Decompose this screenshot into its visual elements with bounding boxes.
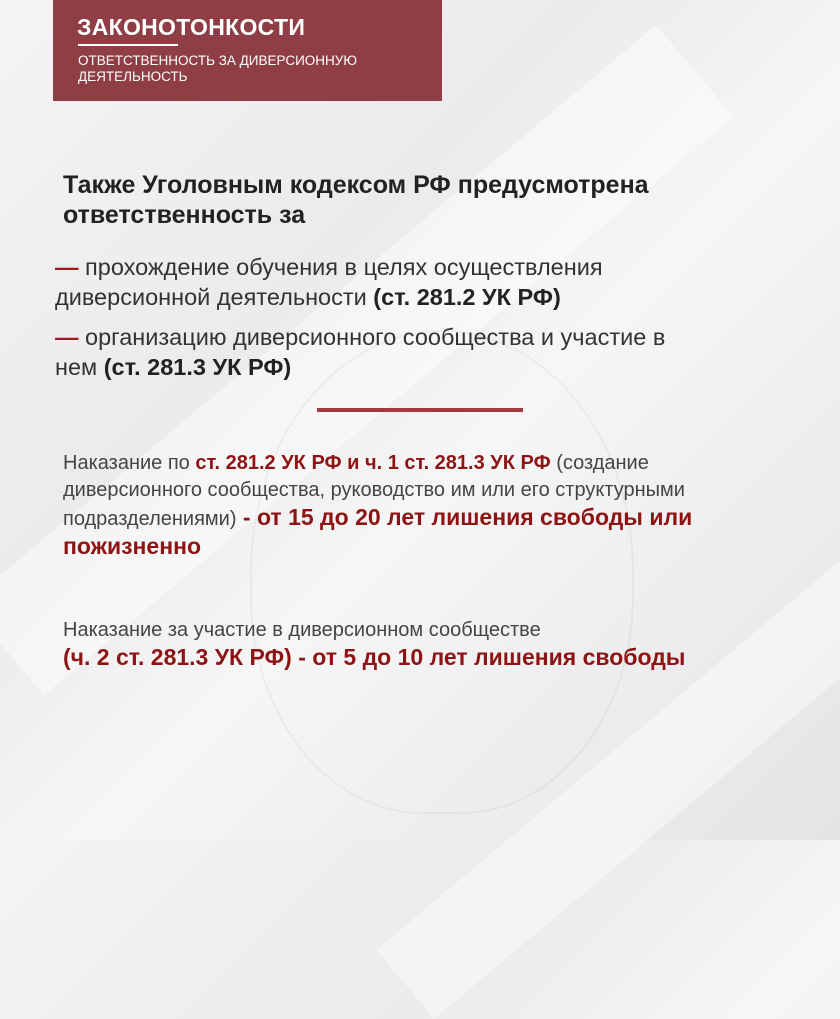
divider (317, 408, 523, 412)
penalty-block (63, 617, 803, 673)
penalty-prefix: Наказание за участие в диверсионном сообществе (63, 619, 541, 641)
article-ref: (ст. 281.3 УК РФ) (103, 354, 292, 380)
penalty-sentence: - от 15 до 20 лет лишения свободы или пожизненно (63, 504, 693, 559)
dash-marker: — (55, 254, 79, 280)
penalty-prefix: Наказание по (63, 452, 196, 474)
bullet-text: прохождение обучения в целях осуществления диверсионной деятельности (55, 254, 603, 310)
header-subtitle: ОТВЕТСТВЕННОСТЬ ЗА ДИВЕРСИОННУЮ ДЕЯТЕЛЬНОСТЬ (78, 53, 357, 84)
list-item (55, 252, 745, 312)
penalty-sentence: - от 5 до 10 лет лишения свободы (291, 644, 686, 670)
emblem-watermark (250, 330, 634, 814)
penalty-articles: (ч. 2 ст. 281.3 УК РФ) (63, 644, 292, 670)
article-ref: (ст. 281.2 УК РФ) (373, 284, 561, 310)
header-underline (78, 44, 178, 46)
main-heading: Также Уголовным кодексом РФ предусмотрена ответственность за (63, 171, 649, 229)
penalty-articles: ст. 281.2 УК РФ и ч. 1 ст. 281.3 УК РФ (195, 452, 551, 474)
penalty-block (63, 450, 793, 562)
bullet-text: организацию диверсионного сообщества и участие в нем (55, 324, 666, 380)
list-item (55, 322, 675, 382)
header-title: ЗАКОНОТОНКОСТИ (77, 14, 306, 40)
dash-marker: — (55, 324, 79, 350)
header-banner (53, 0, 442, 101)
penalty-detail: (создание диверсионного сообщества, руководство им или его структурными подразделениями) (63, 452, 685, 530)
